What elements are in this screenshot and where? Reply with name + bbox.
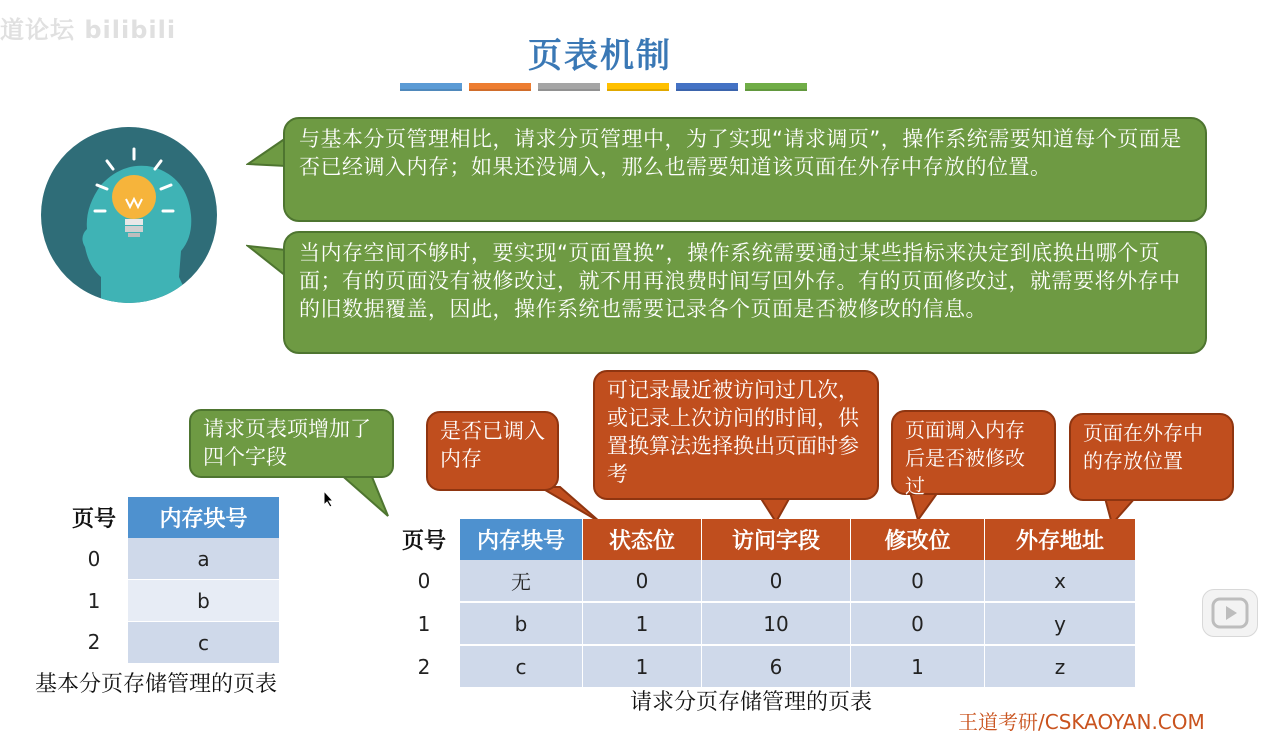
page-number: 0 xyxy=(87,546,101,571)
mouse-cursor-icon xyxy=(323,490,335,508)
external-address-header: 外存地址 xyxy=(985,519,1136,560)
access-cell: 0 xyxy=(702,560,851,602)
page-number: 1 xyxy=(417,611,431,636)
request-page-table xyxy=(388,519,1135,689)
table-row xyxy=(60,580,279,622)
status-cell: 1 xyxy=(583,645,702,688)
basic-page-table xyxy=(60,497,279,663)
address-cell: x xyxy=(985,560,1136,602)
address-cell: y xyxy=(985,602,1136,645)
table-row xyxy=(388,560,1135,602)
access-cell: 10 xyxy=(702,602,851,645)
table-row xyxy=(60,538,279,580)
table-row xyxy=(60,622,279,664)
block-number-header: 内存块号 xyxy=(460,519,583,560)
address-cell: z xyxy=(985,645,1136,688)
block-cell: 无 xyxy=(460,560,583,602)
explanation-bubble-1: 与基本分页管理相比，请求分页管理中，为了实现“请求调页”，操作系统需要知道每个页面是否已经调入内存；如果还没调入，那么也需要知道该页面在外存中存放的位置。 xyxy=(283,117,1207,222)
access-cell: 6 xyxy=(702,645,851,688)
page-number-label: 页号 xyxy=(71,507,116,532)
callout-external-address: 页面在外存中的存放位置 xyxy=(1069,413,1234,501)
page-number: 0 xyxy=(417,569,431,593)
modify-cell: 0 xyxy=(851,560,985,602)
status-cell: 0 xyxy=(583,560,702,602)
callout-status-bit: 是否已调入内存 xyxy=(426,411,559,491)
callout-access-field: 可记录最近被访问过几次，或记录上次访问的时间，供置换算法选择换出页面时参考 xyxy=(593,370,879,500)
new-fields-note: 请求页表项增加了四个字段 xyxy=(189,409,394,478)
block-number-header: 内存块号 xyxy=(128,497,279,538)
access-field-header: 访问字段 xyxy=(702,519,851,560)
page-number: 1 xyxy=(87,588,101,613)
play-icon xyxy=(1203,590,1257,636)
table-row xyxy=(388,602,1135,645)
block-cell: c xyxy=(460,645,583,688)
footer-brand: 王道考研/CSKAOYAN.COM xyxy=(958,710,1205,734)
play-button[interactable] xyxy=(1202,589,1258,637)
callout-modify-bit: 页面调入内存后是否被修改过 xyxy=(891,410,1056,495)
status-cell: 1 xyxy=(583,602,702,645)
status-bit-header: 状态位 xyxy=(583,519,702,560)
block-cell: b xyxy=(460,602,583,645)
block-cell: a xyxy=(128,538,279,580)
block-cell: c xyxy=(128,622,279,664)
basic-table-caption: 基本分页存储管理的页表 xyxy=(35,672,278,697)
page-number-label: 页号 xyxy=(401,529,446,554)
watermark: 道论坛 bilibili xyxy=(0,16,177,44)
page-number: 2 xyxy=(87,630,101,655)
modify-cell: 0 xyxy=(851,602,985,645)
table-row xyxy=(388,645,1135,688)
page-number: 2 xyxy=(417,654,431,679)
modify-cell: 1 xyxy=(851,645,985,688)
block-cell: b xyxy=(128,580,279,622)
table-header-row xyxy=(60,497,279,538)
table-header-row xyxy=(388,519,1135,560)
modify-bit-header: 修改位 xyxy=(851,519,985,560)
page-title: 页表机制 xyxy=(528,36,672,76)
explanation-bubble-2: 当内存空间不够时，要实现“页面置换”，操作系统需要通过某些指标来决定到底换出哪个页面；有的页面没有被修改过，就不用再浪费时间写回外存。有的页面修改过，就需要将外存中的旧数据覆盖，因此，操作系统也需要记录各个页面是否被修改的信息。 xyxy=(283,231,1207,354)
request-table-caption: 请求分页存储管理的页表 xyxy=(630,690,873,715)
